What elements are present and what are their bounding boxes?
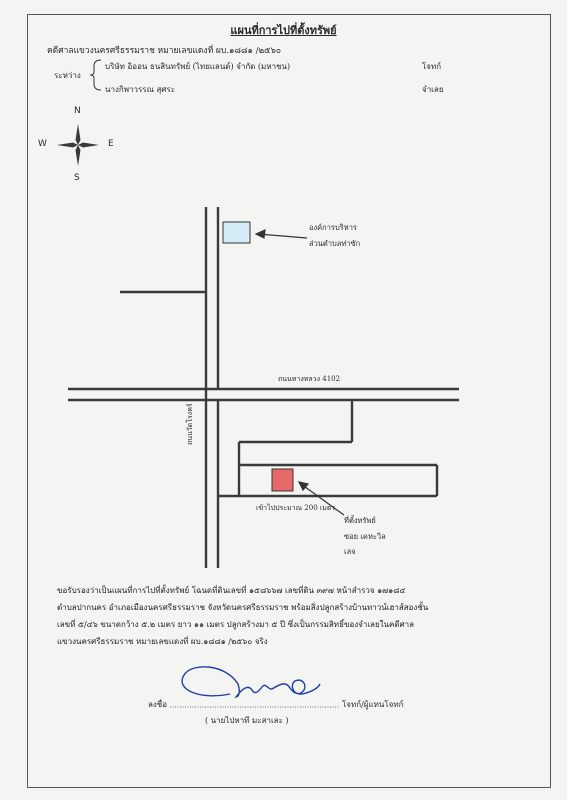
compass-south: S — [74, 173, 80, 183]
plaintiff-name: บริษัท อิออน ธนสินทรัพย์ (ไทยแลนด์) จำกัด (มหาชน) — [105, 62, 291, 71]
compass-west: W — [38, 139, 47, 149]
document-title: แผนที่การไปที่ตั้งทรัพย์ — [230, 24, 337, 37]
highway-label: ถนนทางหลวง 4102 — [278, 375, 341, 383]
compass-north: N — [74, 106, 81, 116]
plaintiff-role: โจทก์ — [422, 62, 442, 71]
signer-name: ( นายไปหาที มะสาเละ ) — [205, 716, 289, 725]
tao-label-line1: องค์การบริหาร — [309, 223, 357, 232]
statement-line-4: แขวงนครศรีธรรมราช หมายเลขแดงที่ ผบ.๑๘๘๑ /๒๕๖๐ จริง — [57, 637, 268, 646]
property-label-line3: เลจ — [344, 547, 356, 556]
between-label: ระหว่าง — [54, 71, 81, 80]
property-label-line1: ที่ตั้งทรัพย์ — [344, 516, 376, 525]
statement-line-1: ขอรับรองว่าเป็นแผนที่การไปที่ตั้งทรัพย์ โฉนดที่ดินเลขที่ ๑๕๘๖๖๗ เลขที่ดิน ๓๙๗ หน้าสำรวจ ๑๗๑๘๔ — [57, 586, 406, 595]
defendant-name: นางกิพาวรรณ สุศระ — [105, 85, 176, 94]
side-road-label: ถนนวัดโรงคร์ — [186, 403, 194, 445]
statement-line-2: ตำบลปากนคร อำเภอเมืองนครศรีธรรมราช จังหวัดนครศรีธรรมราช พร้อมสิ่งปลูกสร้างบ้านทาวน์เฮาส์สองชั้น — [57, 603, 429, 612]
signer-role: โจทก์/ผู้แทนโจทก์ — [342, 700, 404, 709]
tao-label-line2: ส่วนตำบลท่าซัก — [309, 239, 361, 248]
defendant-role: จำเลย — [422, 85, 444, 94]
sign-label: ลงชื่อ — [148, 700, 168, 709]
compass-east: E — [108, 139, 114, 149]
property-label-line2: ซอย เคหะวิล — [344, 532, 386, 541]
distance-label: เข้าไปประมาณ 200 เมตร — [256, 504, 336, 512]
court-case-line: คดีศาลแขวงนครศรีธรรมราช หมายเลขแดงที่ ผบ.๑๘๘๑ /๒๕๖๐ — [47, 46, 282, 56]
statement-line-3: เลขที่ ๕/๔๖ ขนาดกว้าง ๕.๒ เมตร ยาว ๑๑ เมตร ปลูกสร้างมา ๕ ปี ซึ่งเป็นกรรมสิทธิ์ของจำเลยในคดีศาล — [57, 620, 415, 629]
